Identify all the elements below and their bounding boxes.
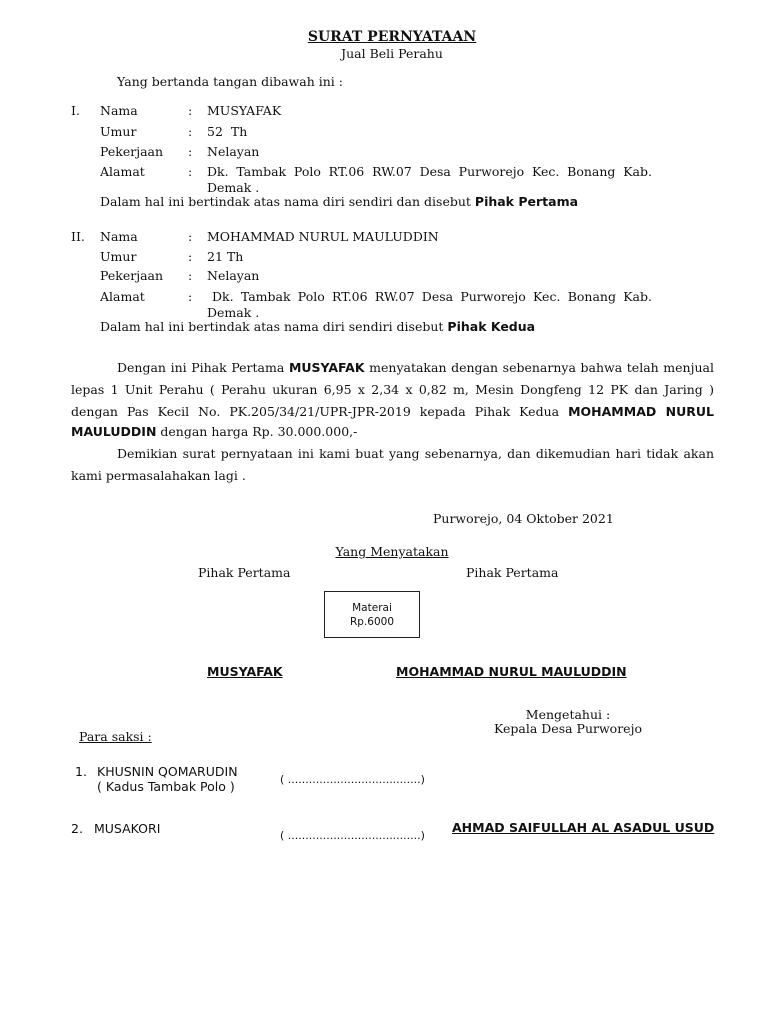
field-colon: : bbox=[188, 249, 193, 264]
field-value: MOHAMMAD NURUL MAULUDDIN bbox=[207, 229, 439, 244]
field-value: 52 Th bbox=[207, 124, 248, 139]
witness-note: ( Kadus Tambak Polo ) bbox=[97, 779, 235, 794]
field-value: Dk. Tambak Polo RT.06 RW.07 Desa Purworejo Kec. Bonang Kab. bbox=[212, 289, 652, 304]
field-label: Alamat bbox=[100, 164, 145, 179]
field-colon: : bbox=[188, 124, 193, 139]
witnesses-heading: Para saksi : bbox=[79, 729, 152, 744]
field-colon: : bbox=[188, 103, 193, 118]
paragraph-line bbox=[71, 404, 714, 420]
statement-role: Pihak Pertama bbox=[474, 194, 579, 209]
statement-text: Dalam hal ini bertindak atas nama diri sendiri dan disebut bbox=[100, 194, 471, 209]
field-value: 21 Th bbox=[207, 249, 244, 264]
paragraph-text: dengan harga Rp. 30.000.000,- bbox=[160, 424, 358, 439]
field-label: Umur bbox=[100, 249, 137, 264]
field-value: Nelayan bbox=[207, 144, 260, 159]
party-numeral: II. bbox=[71, 229, 85, 244]
place-date: Purworejo, 04 Oktober 2021 bbox=[433, 511, 614, 526]
seller-name-inline: MUSYAFAK bbox=[288, 360, 365, 375]
document-subtitle: Jual Beli Perahu bbox=[341, 46, 443, 61]
buyer-name-inline: MOHAMMAD NURUL bbox=[568, 404, 714, 419]
stamp-amount: Rp.6000 bbox=[349, 615, 395, 628]
field-label: Nama bbox=[100, 229, 138, 244]
party-numeral: I. bbox=[71, 103, 80, 118]
witness-number: 2. bbox=[71, 821, 83, 836]
left-signatory-name: MUSYAFAK bbox=[207, 664, 283, 679]
village-head-name: AHMAD SAIFULLAH AL ASADUL USUD bbox=[452, 820, 715, 835]
left-signatory-role: Pihak Pertama bbox=[198, 565, 291, 580]
right-signatory-name: MOHAMMAD NURUL MAULUDDIN bbox=[396, 664, 627, 679]
statement-role: Pihak Kedua bbox=[447, 319, 536, 334]
paragraph-line bbox=[117, 360, 714, 376]
witness-signature-line: ( ......................................) bbox=[280, 773, 425, 786]
field-colon: : bbox=[188, 289, 193, 304]
statement-text: Dalam hal ini bertindak atas nama diri sendiri disebut bbox=[100, 319, 444, 334]
paragraph-text: dengan Pas Kecil No. PK.205/34/21/UPR-JPR-2019 kepada Pihak Kedua bbox=[71, 404, 560, 419]
duty-stamp-box bbox=[324, 591, 420, 638]
field-colon: : bbox=[188, 164, 193, 179]
paragraph-line: kami permasalahakan lagi . bbox=[71, 468, 246, 483]
document-title: SURAT PERNYATAAN bbox=[307, 29, 477, 45]
paragraph-text: menyatakan dengan sebenarnya bahwa telah menjual bbox=[369, 360, 714, 375]
field-label: Umur bbox=[100, 124, 137, 139]
field-colon: : bbox=[188, 229, 193, 244]
field-value: Nelayan bbox=[207, 268, 260, 283]
stamp-label: Materai bbox=[352, 601, 392, 614]
right-signatory-role: Pihak Pertama bbox=[466, 565, 559, 580]
paragraph-line: lepas 1 Unit Perahu ( Perahu ukuran 6,95 x 2,34 x 0,82 m, Mesin Dongfeng 12 PK dan Jaring ) bbox=[71, 382, 714, 397]
paragraph-line: Demikian surat pernyataan ini kami buat yang sebenarnya, dan dikemudian hari tidak akan bbox=[117, 446, 714, 461]
witness-signature-line: ( ......................................) bbox=[280, 829, 425, 842]
field-value: Dk. Tambak Polo RT.06 RW.07 Desa Purworejo Kec. Bonang Kab. bbox=[207, 164, 652, 179]
field-label: Alamat bbox=[100, 289, 145, 304]
field-label: Nama bbox=[100, 103, 138, 118]
field-value-continued: Demak . bbox=[207, 180, 260, 195]
field-label: Pekerjaan bbox=[100, 144, 164, 159]
field-value: MUSYAFAK bbox=[207, 103, 282, 118]
signatories-heading: Yang Menyatakan bbox=[335, 544, 449, 559]
village-head-title: Kepala Desa Purworejo bbox=[494, 721, 642, 736]
party-statement bbox=[100, 194, 578, 210]
party-statement bbox=[100, 319, 535, 335]
acknowledgment-label: Mengetahui : bbox=[525, 707, 611, 722]
witness-number: 1. bbox=[75, 764, 87, 779]
field-colon: : bbox=[188, 144, 193, 159]
paragraph-line bbox=[71, 424, 357, 440]
paragraph-text: Dengan ini Pihak Pertama bbox=[117, 360, 285, 375]
field-colon: : bbox=[188, 268, 193, 283]
field-value-continued: Demak . bbox=[207, 305, 260, 320]
witness-name: MUSAKORI bbox=[94, 821, 161, 836]
witness-name: KHUSNIN QOMARUDIN bbox=[97, 764, 238, 779]
field-label: Pekerjaan bbox=[100, 268, 164, 283]
intro-text: Yang bertanda tangan dibawah ini : bbox=[117, 74, 343, 89]
buyer-name-inline: MAULUDDIN bbox=[71, 424, 157, 439]
